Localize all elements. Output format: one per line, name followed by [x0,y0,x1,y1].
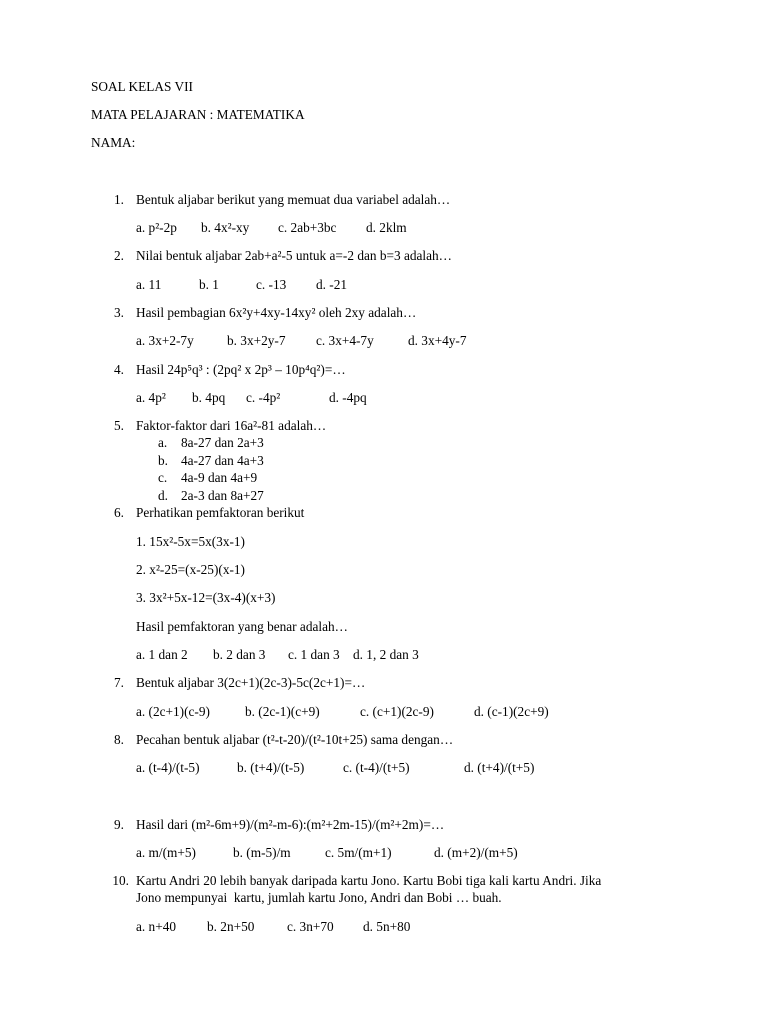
q6-option-d: d. 1, 2 dan 3 [353,647,419,662]
q3-option-b: b. 3x+2y-7 [227,333,286,348]
q6-option-b: b. 2 dan 3 [213,647,266,662]
q5-letter-a: a. [158,435,168,450]
q10-option-d: d. 5n+80 [363,919,411,934]
q6-option-c: c. 1 dan 3 [288,647,340,662]
q5-option-b: 4a-27 dan 4a+3 [181,453,264,468]
q4-option-b: b. 4pq [192,390,226,405]
q5-letter-d: d. [158,488,168,503]
q1-text: Bentuk aljabar berikut yang memuat dua variabel adalah… [136,192,451,207]
q6-text: Perhatikan pemfaktoran berikut [136,505,305,520]
q5-option-a: 8a-27 dan 2a+3 [181,435,264,450]
q2-option-b: b. 1 [199,277,219,292]
q3-option-d: d. 3x+4y-7 [408,333,467,348]
q5-letter-c: c. [158,470,168,485]
q2-text: Nilai bentuk aljabar 2ab+a²-5 untuk a=-2 dan b=3 adalah… [136,248,452,263]
header-subject: MATA PELAJARAN : MATEMATIKA [91,107,305,122]
q5-text: Faktor-faktor dari 16a²-81 adalah… [136,418,327,433]
q2-option-a: a. 11 [136,277,162,292]
q10-option-c: c. 3n+70 [287,919,334,934]
q7-text: Bentuk aljabar 3(2c+1)(2c-3)-5c(2c+1)=… [136,675,366,690]
q7-option-d: d. (c-1)(2c+9) [474,704,549,719]
q5-letter-b: b. [158,453,168,468]
q4-text: Hasil 24p⁵q³ : (2pq² x 2p³ – 10p⁴q²)=… [136,362,346,377]
q6-option-a: a. 1 dan 2 [136,647,188,662]
q1-option-b: b. 4x²-xy [201,220,250,235]
q6-item-1: 1. 15x²-5x=5x(3x-1) [136,534,245,549]
q1-option-a: a. p²-2p [136,220,177,235]
q9-text: Hasil dari (m²-6m+9)/(m²-m-6):(m²+2m-15)/(m²+2m)=… [136,817,445,832]
q3-text: Hasil pembagian 6x²y+4xy-14xy² oleh 2xy adalah… [136,305,417,320]
q3-number: 3. [114,305,124,320]
q9-number: 9. [114,817,124,832]
q4-option-a: a. 4p² [136,390,166,405]
q10-text-line1: Kartu Andri 20 lebih banyak daripada kartu Jono. Kartu Bobi tiga kali kartu Andri. Jika [136,873,602,888]
q9-option-c: c. 5m/(m+1) [325,845,392,860]
q2-option-c: c. -13 [256,277,287,292]
header-class: SOAL KELAS VII [91,79,193,94]
q10-text-line2: Jono mempunyai kartu, jumlah kartu Jono, Andri dan Bobi … buah. [136,890,502,905]
q6-item-2: 2. x²-25=(x-25)(x-1) [136,562,245,577]
q4-option-c: c. -4p² [246,390,281,405]
q7-option-a: a. (2c+1)(c-9) [136,704,210,719]
header-name-field: NAMA: [91,135,136,150]
q3-option-a: a. 3x+2-7y [136,333,194,348]
q5-number: 5. [114,418,124,433]
q4-option-d: d. -4pq [329,390,367,405]
q2-option-d: d. -21 [316,277,348,292]
q8-option-b: b. (t+4)/(t-5) [237,760,305,775]
q4-number: 4. [114,362,124,377]
q1-option-d: d. 2klm [366,220,407,235]
q5-option-c: 4a-9 dan 4a+9 [181,470,258,485]
q8-text: Pecahan bentuk aljabar (t²-t-20)/(t²-10t+25) sama dengan… [136,732,454,747]
q8-option-c: c. (t-4)/(t+5) [343,760,410,775]
q8-option-a: a. (t-4)/(t-5) [136,760,200,775]
q5-option-d: 2a-3 dan 8a+27 [181,488,264,503]
q7-number: 7. [114,675,124,690]
q7-option-b: b. (2c-1)(c+9) [245,704,320,719]
q1-option-c: c. 2ab+3bc [278,220,337,235]
q6-prompt: Hasil pemfaktoran yang benar adalah… [136,619,348,634]
q9-option-d: d. (m+2)/(m+5) [434,845,518,860]
q6-number: 6. [114,505,124,520]
q10-option-a: a. n+40 [136,919,176,934]
q10-option-b: b. 2n+50 [207,919,255,934]
q8-number: 8. [114,732,124,747]
q1-number: 1. [114,192,124,207]
q9-option-a: a. m/(m+5) [136,845,196,860]
q9-option-b: b. (m-5)/m [233,845,291,860]
q10-number: 10. [112,873,129,888]
q7-option-c: c. (c+1)(2c-9) [360,704,434,719]
q3-option-c: c. 3x+4-7y [316,333,374,348]
q6-item-3: 3. 3x²+5x-12=(3x-4)(x+3) [136,590,276,605]
q2-number: 2. [114,248,124,263]
q8-option-d: d. (t+4)/(t+5) [464,760,535,775]
